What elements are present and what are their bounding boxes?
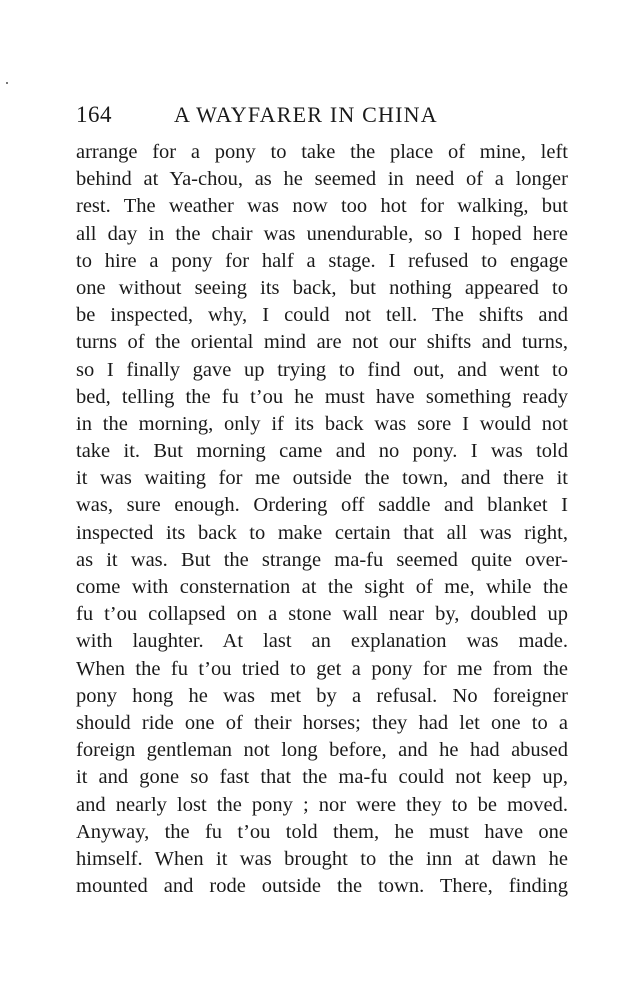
text-line: bed, telling the fu t’ou he must have something ready: [76, 385, 568, 408]
text-line: and nearly lost the pony ; nor were they to be moved.: [76, 793, 568, 816]
text-line: foreign gentleman not long before, and he had abused: [76, 739, 568, 762]
text-line: mounted and rode outside the town. There, finding: [76, 875, 568, 898]
text-line: arrange for a pony to take the place of mine, left: [76, 141, 568, 163]
text-line: so I finally gave up trying to find out, and went to: [76, 358, 568, 381]
text-line: turns of the oriental mind are not our shifts and turns,: [76, 331, 568, 354]
text-line: as it was. But the strange ma-fu seemed quite over-: [76, 548, 568, 571]
text-line: inspected its back to make certain that all was right,: [76, 521, 568, 544]
running-title: A WAYFARER IN CHINA: [174, 102, 438, 127]
text-line: with laughter. At last an explanation was made.: [76, 630, 568, 653]
page-header: [76, 102, 568, 134]
text-line: fu t’ou collapsed on a stone wall near by, doubled up: [76, 603, 568, 626]
text-line: it was waiting for me outside the town, and there it: [76, 467, 568, 490]
scan-speck: [6, 82, 8, 84]
body-text: [76, 139, 568, 900]
page-number: 164: [76, 102, 112, 127]
text-line: pony hong he was met by a refusal. No foreigner: [76, 684, 568, 707]
text-line: rest. The weather was now too hot for walking, but: [76, 195, 568, 218]
text-line: behind at Ya-chou, as he seemed in need of a longer: [76, 168, 568, 191]
text-line: one without seeing its back, but nothing appeared to: [76, 276, 568, 299]
text-line: in the morning, only if its back was sore I would not: [76, 412, 568, 435]
text-line: come with consternation at the sight of me, while the: [76, 576, 568, 598]
text-line: should ride one of their horses; they had let one to a: [76, 711, 568, 734]
text-line: himself. When it was brought to the inn at dawn he: [76, 847, 568, 870]
text-line: was, sure enough. Ordering off saddle and blanket I: [76, 494, 568, 517]
text-line: to hire a pony for half a stage. I refused to engage: [76, 249, 568, 272]
text-line: Anyway, the fu t’ou told them, he must have one: [76, 820, 568, 843]
text-line: it and gone so fast that the ma-fu could not keep up,: [76, 766, 568, 789]
text-line: When the fu t’ou tried to get a pony for me from the: [76, 657, 568, 680]
text-line: take it. But morning came and no pony. I was told: [76, 440, 568, 463]
text-line: all day in the chair was unendurable, so I hoped here: [76, 222, 568, 245]
text-line: be inspected, why, I could not tell. The shifts and: [76, 304, 568, 327]
